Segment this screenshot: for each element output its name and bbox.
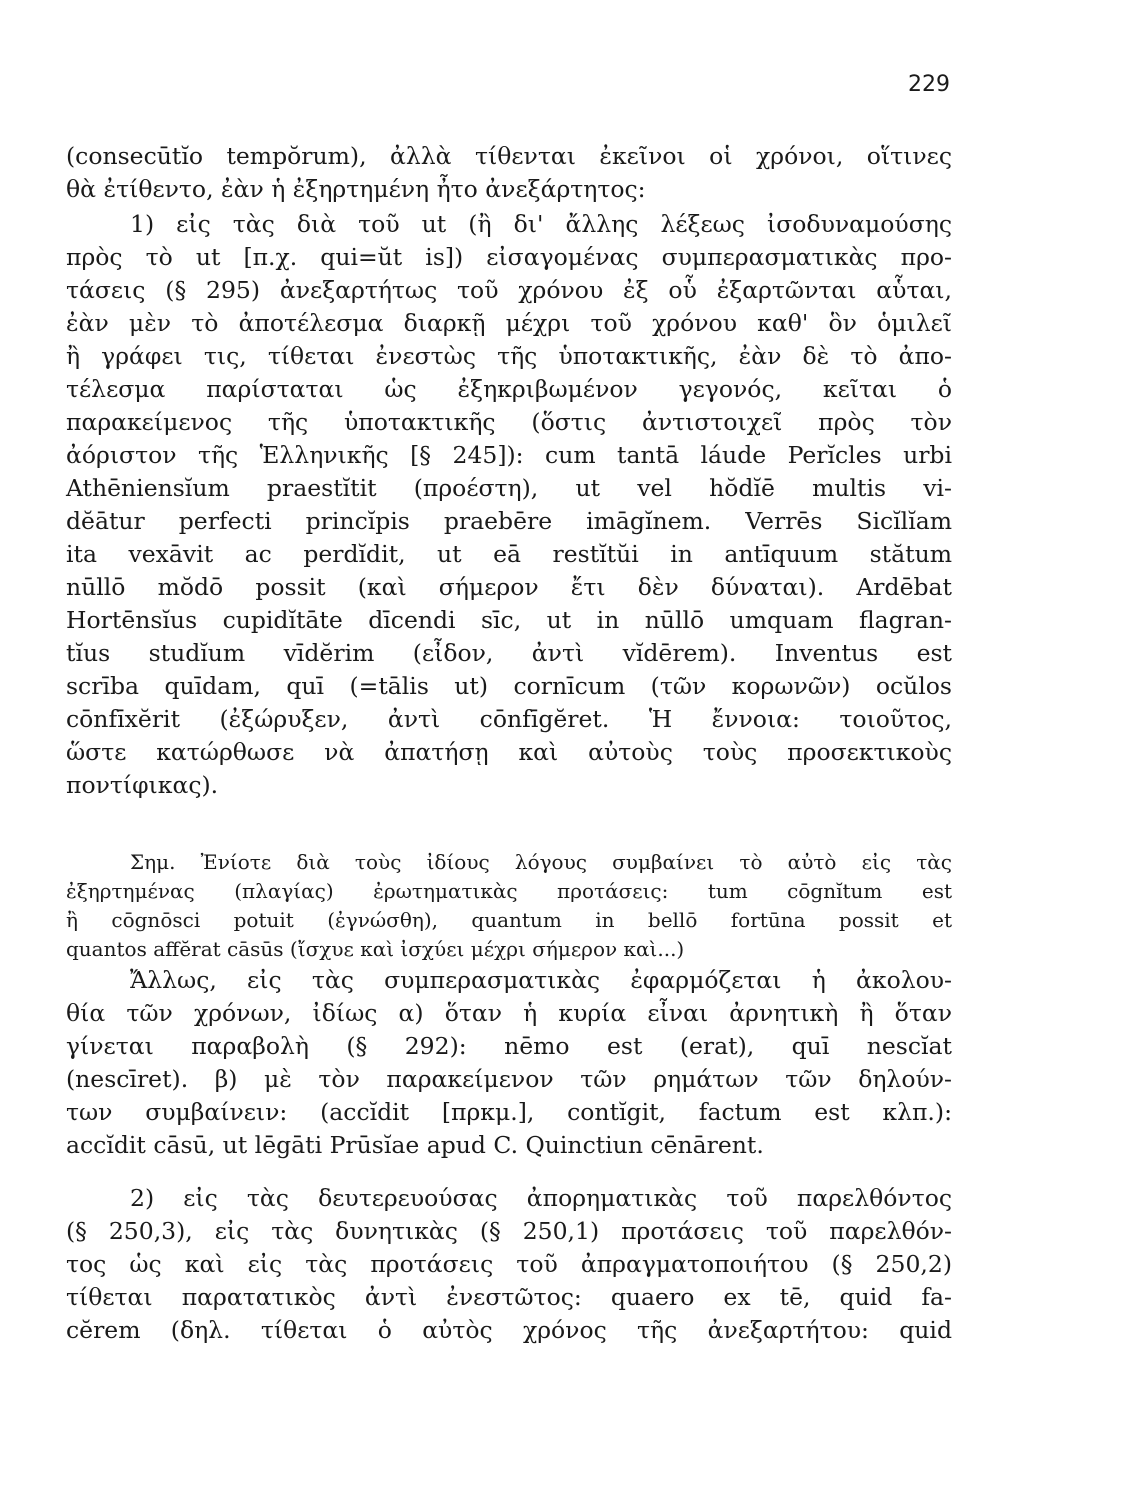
text-line: τάσεις (§ 295) ἀνεξαρτήτως τοῦ χρόνου ἐξ οὗ ἐξαρτῶνται αὗται, [66,276,952,304]
text-line: γίνεται παραβολὴ (§ 292): nēmo est (erat), quī nescĭat [66,1032,952,1060]
paragraph-rule-2 [66,1182,952,1347]
note-paragraph [66,848,952,964]
text-line: τίθεται παρατατικὸς ἀντὶ ἐνεστῶτος: quaero ex tē, quid fa- [66,1283,952,1311]
text-line: nūllō mŏdō possit (καὶ σήμερον ἔτι δὲν δύναται). Ardēbat [66,573,952,601]
text-line: πρὸς τὸ ut [π.χ. qui=ŭt is]) εἰσαγομένας συμπερασματικὰς προ- [66,243,952,271]
text-line: παρακείμενος τῆς ὑποτακτικῆς (ὅστις ἀντιστοιχεῖ πρὸς τὸν [66,408,952,436]
text-line: ἐὰν μὲν τὸ ἀποτέλεσμα διαρκῇ μέχρι τοῦ χρόνου καθ' ὃν ὁμιλεῖ [66,309,952,337]
note-line: Σημ. Ἐνίοτε διὰ τοὺς ἰδίους λόγους συμβαίνει τὸ αὐτὸ εἰς τὰς [130,850,952,874]
text-line: Ἄλλως, εἰς τὰς συμπερασματικὰς ἐφαρμόζεται ἡ ἀκολου- [130,966,952,994]
text-line: cĕrem (δηλ. τίθεται ὁ αὐτὸς χρόνος τῆς ἀνεξαρτήτου: quid [66,1316,952,1344]
text-line: (nescīret). β) μὲ τὸν παρακείμενον τῶν ρημάτων τῶν δηλούν- [66,1065,952,1093]
text-line: ἀόριστον τῆς Ἑλληνικῆς [§ 245]): cum tantā láude Perĭcles urbi [66,441,952,469]
text-line: scrība quīdam, quī (=tālis ut) cornīcum (τῶν κορωνῶν) ocŭlos [66,672,952,700]
text-line: τος ὡς καὶ εἰς τὰς προτάσεις τοῦ ἀπραγματοποιήτου (§ 250,2) [66,1250,952,1278]
text-line: Hortēnsĭus cupidĭtāte dīcendi sīc, ut in nūllō umquam flagran- [66,606,952,634]
paragraph-rule-1 [66,208,952,802]
text-line: accĭdit cāsū, ut lēgāti Prūsĭae apud C. Quinctiun cēnārent. [66,1131,764,1159]
text-line: 2) εἰς τὰς δευτερευούσας ἀπορηματικὰς τοῦ παρελθόντος [130,1184,952,1212]
text-line: tĭus studĭum vīdĕrim (εἶδον, ἀντὶ vĭdērem). Inventus est [66,639,952,667]
paragraph-otherwise [66,964,952,1162]
text-line: (§ 250,3), εἰς τὰς δυνητικὰς (§ 250,1) προτάσεις τοῦ παρελθόν- [66,1217,952,1245]
text-line: θὰ ἐτίθεντο, ἐὰν ἡ ἐξηρτημένη ἦτο ἀνεξάρτητος: [66,175,646,203]
text-line: ποντίφικας). [66,771,219,799]
text-line: cōnfīxĕrit (ἐξώρυξεν, ἀντὶ cōnfīgĕret. Ἡ ἔννοια: τοιοῦτος, [66,705,952,733]
paragraph-intro [66,140,952,206]
text-line: 1) εἰς τὰς διὰ τοῦ ut (ἢ δι' ἄλλης λέξεως ἰσοδυναμούσης [130,210,952,238]
text-line: θία τῶν χρόνων, ἰδίως α) ὅταν ἡ κυρία εἶναι ἀρνητικὴ ἢ ὅταν [66,999,952,1027]
page-number: 229 [908,72,950,97]
note-line: ἢ cōgnōsci potuit (ἐγνώσθη), quantum in bellō fortūna possit et [66,908,952,932]
text-line: dĕātur perfecti princĭpis praebēre imāgĭnem. Verrēs Sicĭlĭam [66,507,952,535]
note-line: quantos affĕrat cāsūs (ἴσχυε καὶ ἰσχύει μέχρι σήμερον καὶ...) [66,937,685,961]
note-line: ἐξηρτημένας (πλαγίας) ἐρωτηματικὰς προτάσεις: tum cōgnĭtum est [66,879,952,903]
text-line: τέλεσμα παρίσταται ὡς ἐξηκριβωμένον γεγονός, κεῖται ὁ [66,375,952,403]
text-line: Athēniensĭum praestĭtit (προέστη), ut vel hŏdĭē multis vi- [66,474,952,502]
text-line: (consecūtĭo tempŏrum), ἀλλὰ τίθενται ἐκεῖνοι οἱ χρόνοι, οἵτινες [66,142,952,170]
text-line: ὥστε κατώρθωσε νὰ ἀπατήσῃ καὶ αὐτοὺς τοὺς προσεκτικοὺς [66,738,952,766]
text-line: ita vexāvit ac perdĭdit, ut eā restĭtŭi in antīquum stătum [66,540,952,568]
text-line: ἢ γράφει τις, τίθεται ἐνεστὼς τῆς ὑποτακτικῆς, ἐὰν δὲ τὸ ἀπο- [66,342,952,370]
text-line: των συμβαίνειν: (accĭdit [πρκμ.], contĭgit, factum est κλπ.): [66,1098,952,1126]
